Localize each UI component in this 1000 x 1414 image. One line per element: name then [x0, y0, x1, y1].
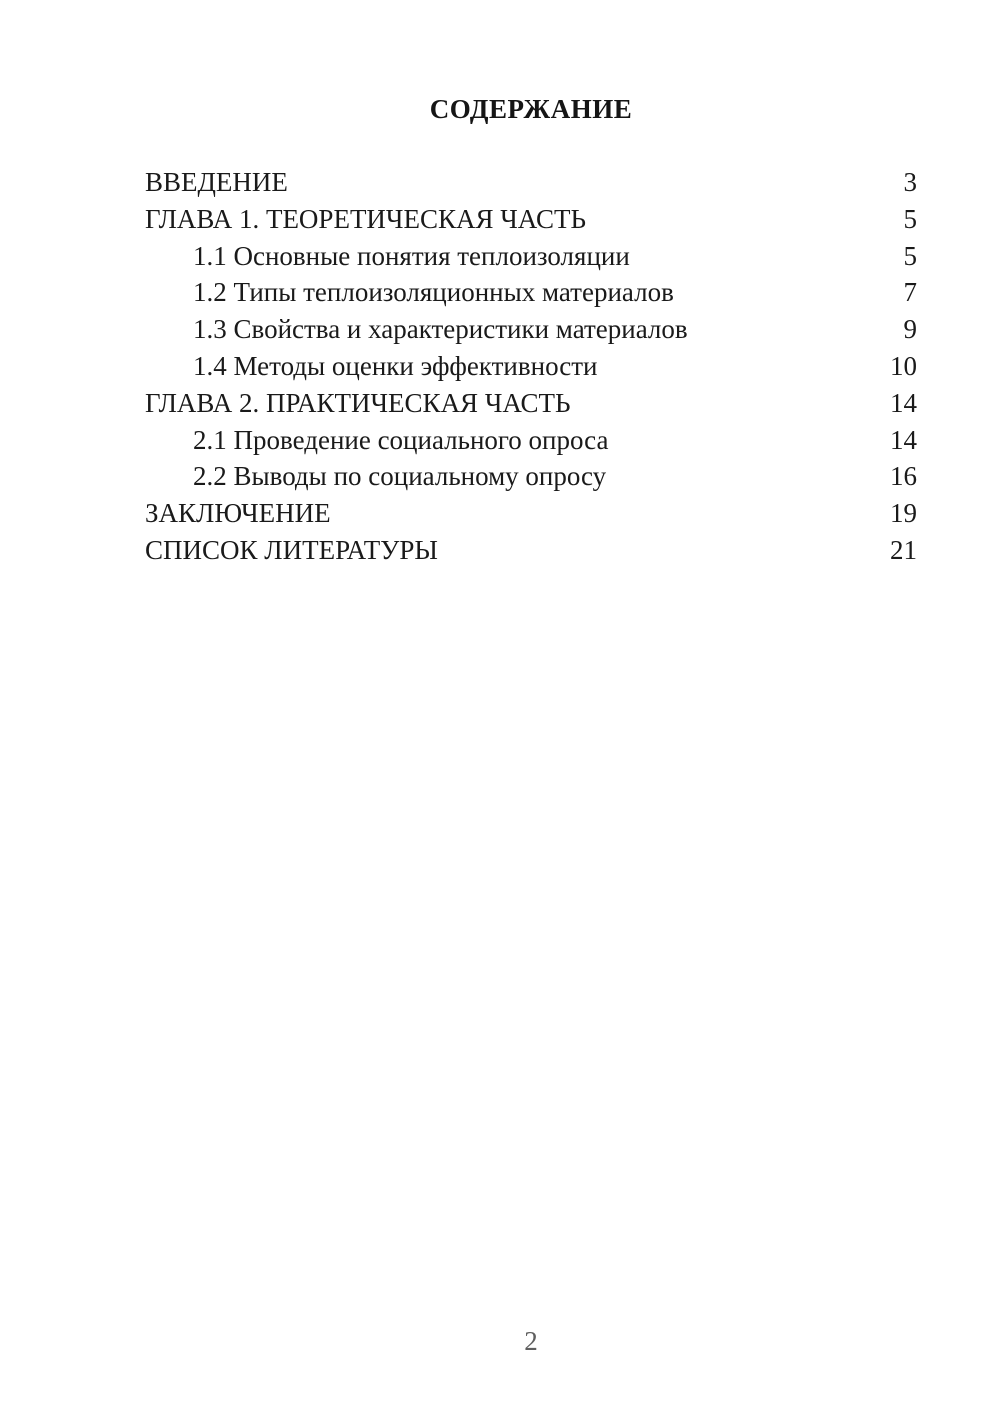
- toc-entry: [145, 532, 917, 569]
- toc-entry-label: СПИСОК ЛИТЕРАТУРЫ: [145, 534, 438, 565]
- toc-entry-label: 1.1 Основные понятия теплоизоляции: [193, 240, 630, 271]
- page-title: СОДЕРЖАНИЕ: [429, 94, 633, 124]
- toc-entry-label: 2.2 Выводы по социальному опросу: [193, 461, 607, 492]
- toc-list: [145, 164, 917, 569]
- toc-entry-page: 19: [890, 498, 917, 529]
- toc-entry-label: 2.1 Проведение социального опроса: [193, 424, 609, 455]
- toc-entry-page: 14: [890, 424, 917, 455]
- toc-entry: [145, 348, 917, 385]
- toc-entry-page: 5: [903, 203, 917, 234]
- toc-entry-label: 1.2 Типы теплоизоляционных материалов: [193, 277, 674, 308]
- toc-entry: [145, 458, 917, 495]
- page-number-footer: 2: [524, 1326, 538, 1356]
- toc-entry-label: 1.4 Методы оценки эффективности: [193, 350, 598, 381]
- toc-entry-page: 5: [903, 240, 917, 271]
- toc-entry-label: ГЛАВА 2. ПРАКТИЧЕСКАЯ ЧАСТЬ: [145, 387, 571, 418]
- toc-entry: [145, 422, 917, 459]
- toc-entry: [145, 311, 917, 348]
- toc-entry-label: 1.3 Свойства и характеристики материалов: [193, 314, 688, 345]
- toc-entry: [145, 385, 917, 422]
- content-area: [145, 0, 917, 569]
- toc-entry-page: 9: [903, 314, 917, 345]
- toc-entry-page: 14: [890, 387, 917, 418]
- toc-entry: [145, 201, 917, 238]
- toc-entry: [145, 495, 917, 532]
- toc-entry-page: 21: [890, 534, 917, 565]
- toc-entry-page: 3: [903, 167, 917, 197]
- toc-entry-label: ГЛАВА 1. ТЕОРЕТИЧЕСКАЯ ЧАСТЬ: [145, 203, 586, 234]
- toc-entry-page: 16: [890, 461, 917, 492]
- toc-entry: [145, 238, 917, 275]
- toc-entry: [145, 164, 917, 201]
- toc-entry-page: 7: [903, 277, 917, 308]
- toc-entry-page: 10: [890, 350, 917, 381]
- toc-entry: [145, 274, 917, 311]
- toc-entry-label: ВВЕДЕНИЕ: [145, 167, 288, 197]
- toc-entry-label: ЗАКЛЮЧЕНИЕ: [145, 498, 331, 529]
